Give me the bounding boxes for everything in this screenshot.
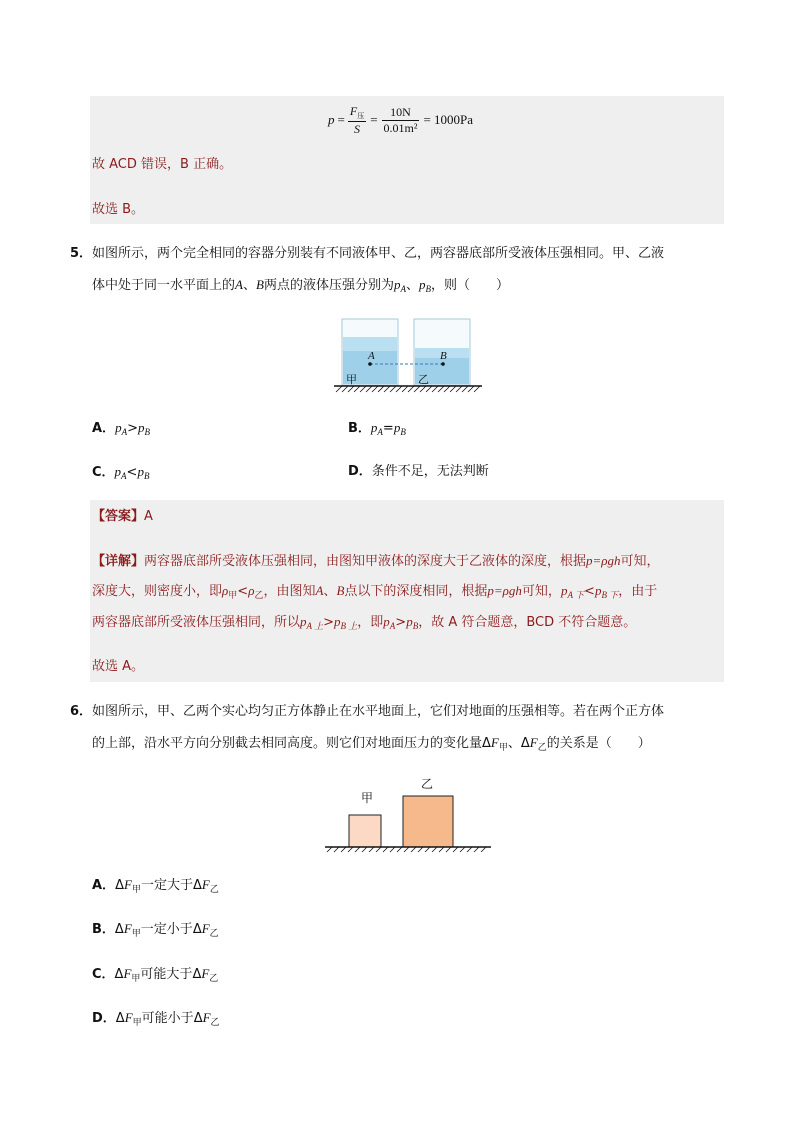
q5-answer: 【答案】A (92, 509, 153, 524)
label-jia: 甲 (346, 373, 357, 386)
point-B (441, 362, 445, 366)
point-A (368, 362, 372, 366)
cube-jia (349, 815, 381, 847)
q5-number: 5． (70, 246, 93, 261)
q6-option-C[interactable]: C．$\Delta F_甲$可能大于$\Delta F_乙$ (92, 966, 219, 984)
q6-option-A[interactable]: A．$\Delta F_甲$一定大于$\Delta F_乙$ (92, 877, 219, 895)
label-B: B (440, 350, 447, 362)
q5-stem-line2: 体中处于同一水平面上的A、B两点的液体压强分别为$p_A$、$p_B$，则（ ） (92, 277, 509, 294)
q4-line1: 故 ACD 错误，B 正确。 (92, 157, 233, 172)
label-A: A (368, 350, 375, 362)
q6-cubes-figure (325, 772, 491, 854)
q5-detail-line1: 【详解】两容器底部所受液体压强相同，由图知甲液体的深度大于乙液体的深度，根据p=ρgh可知， (92, 553, 660, 569)
q5-option-B[interactable]: B．$p_A=p_B$ (348, 420, 406, 437)
cube-yi (403, 796, 453, 847)
q4-formula (328, 98, 473, 142)
q5-option-A[interactable]: A．$p_A>p_B$ (92, 420, 150, 437)
formula-result: = 1000Pa (423, 112, 474, 127)
q5-detail-line3: 两容器底部所受液体压强相同，所以$p_{A 上}>p_{B 上}$，即$p_A>p_B$，故 A 符合题意，BCD 不符合题意。 (92, 614, 637, 631)
q6-stem-line1: 如图所示，甲、乙两个实心均匀正方体静止在水平地面上，它们对地面的压强相等。若在两个正方体 (92, 704, 665, 719)
q6-option-B[interactable]: B．$\Delta F_甲$一定小于$\Delta F_乙$ (92, 921, 219, 939)
formula-fraction-1: $\frac{F_压}{S}$ (349, 103, 365, 136)
formula-eq1: = (337, 112, 345, 127)
q5-containers-figure (334, 315, 482, 397)
q6-number: 6． (70, 704, 93, 719)
q6-stem-line2: 的上部，沿水平方向分别截去相同高度。则它们对地面压力的变化量$\Delta F_甲$、$\Delta F_乙$的关系是（ ） (92, 735, 651, 753)
ground-hatching (336, 386, 480, 392)
q5-option-C[interactable]: C．$p_A<p_B$ (92, 464, 150, 481)
q5-option-D[interactable]: D．条件不足，无法判断 (348, 464, 489, 479)
formula-eq2: = (370, 112, 378, 127)
label-yi: 乙 (421, 777, 434, 791)
q4-line2: 故选 B。 (92, 202, 145, 217)
formula-lhs: p (328, 112, 335, 127)
label-yi: 乙 (418, 373, 429, 386)
q5-detail-line2: 深度大，则密度小，即$\rho_甲<\rho_乙$，由图知A、B点以下的深度相同，根据p=ρgh可知，$p_{A 下}<p_{B 下}$，由于 (92, 583, 658, 601)
q5-conclusion: 故选 A。 (92, 659, 145, 674)
formula-fraction-2: $\frac{10N}{\text{0.01m²}}$ (383, 104, 418, 135)
label-jia: 甲 (361, 791, 374, 805)
q6-option-D[interactable]: D．$\Delta F_甲$可能小于$\Delta F_乙$ (92, 1010, 220, 1028)
q5-stem-line1: 如图所示，两个完全相同的容器分别装有不同液体甲、乙，两容器底部所受液体压强相同。甲、乙液 (92, 246, 665, 261)
